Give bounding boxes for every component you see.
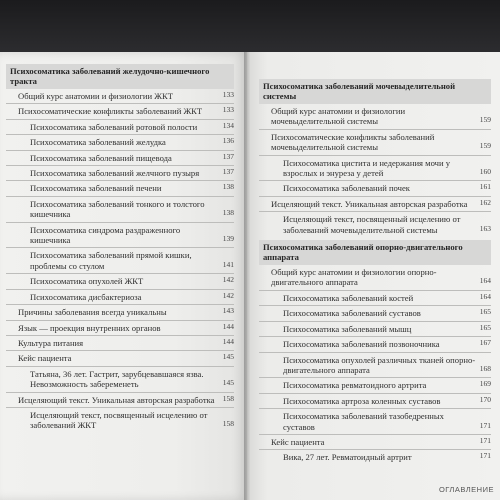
- toc-entry-title: Психосоматика цистита и недержания мочи у взрослых и энуреза у детей: [283, 157, 451, 179]
- toc-entry-page-number: 136: [222, 136, 234, 146]
- toc-entry-title: Психосоматика заболеваний ротовой полости: [30, 121, 198, 132]
- toc-entry-page-number: 145: [222, 378, 234, 388]
- entry-divider: [259, 290, 491, 291]
- toc-entry-page-number: 134: [222, 120, 234, 130]
- toc-entry-page-number: 164: [479, 276, 491, 286]
- toc-entry-title: Психосоматика заболеваний желчного пузыря: [30, 168, 200, 179]
- toc-entry: [6, 338, 234, 348]
- toc-entry-title: Причины заболевания всегда уникальны: [18, 307, 167, 318]
- toc-entry-page-number: 142: [222, 290, 234, 300]
- toc-entry: [6, 106, 234, 116]
- toc-entry-title: Психосоматические конфликты заболеваний мочевыделительной системы: [271, 131, 435, 153]
- toc-entry: [259, 183, 491, 193]
- toc-entry-page-number: 138: [222, 182, 234, 192]
- entry-divider: [6, 103, 234, 104]
- toc-entry-page-number: 170: [479, 394, 491, 404]
- toc-entry-page-number: 171: [479, 451, 491, 461]
- toc-entry-page-number: 158: [222, 393, 234, 403]
- toc-entry-page-number: 171: [479, 435, 491, 445]
- toc-entry: [6, 122, 234, 132]
- toc-entry: [259, 267, 491, 288]
- entry-divider: [6, 304, 234, 305]
- entry-divider: [6, 273, 234, 274]
- toc-entry-title: Татьяна, 36 лет. Гастрит, зарубцевавшаяся язва. Невозможность забеременеть: [30, 368, 204, 390]
- toc-entry-page-number: 171: [479, 420, 491, 430]
- section-title: Психосоматика заболеваний опорно-двигательного аппарата: [259, 240, 491, 265]
- toc-entry-title: Психосоматика заболеваний печени: [30, 183, 162, 194]
- toc-entry-title: Психосоматика заболеваний прямой кишки, проблемы со стулом: [30, 250, 192, 271]
- toc-entry: [6, 91, 234, 101]
- toc-entry-title: Общий курс анатомии и физиологии ЖКТ: [18, 91, 173, 101]
- toc-entry-page-number: 133: [222, 105, 234, 115]
- entry-divider: [259, 305, 491, 306]
- entry-divider: [6, 350, 234, 351]
- toc-entry: [259, 437, 491, 447]
- toc-entry-title: Психосоматика опухолей различных тканей опорно-двигательного аппарата: [283, 354, 476, 375]
- toc-entry: [6, 199, 234, 220]
- toc-entry: [259, 411, 491, 432]
- toc-entry-title: Исцеляющий текст, посвященный исцелению от заболеваний мочевыделительной системы: [283, 214, 461, 235]
- entry-divider: [259, 352, 491, 353]
- toc-entry-page-number: 141: [222, 259, 234, 269]
- toc-entry: [259, 199, 491, 209]
- entry-divider: [259, 408, 491, 409]
- toc-entry-title: Психосоматика дисбактериоза: [30, 291, 142, 302]
- entry-divider: [259, 377, 491, 378]
- toc-entry-page-number: 168: [479, 363, 491, 373]
- toc-entry-page-number: 138: [222, 208, 234, 218]
- right-page: [247, 52, 500, 500]
- toc-entry-title: Психосоматика заболеваний тонкого и толстого кишечника: [30, 198, 205, 220]
- toc-entry: [259, 158, 491, 179]
- toc-entry: [259, 132, 491, 153]
- toc-entry-title: Психосоматика опухолей ЖКТ: [30, 276, 144, 287]
- toc-entry: [6, 183, 234, 193]
- toc-entry-title: Психосоматика заболеваний костей: [283, 292, 414, 303]
- toc-entry-title: Язык — проекция внутренних органов: [18, 322, 161, 333]
- toc-entry-page-number: 137: [222, 151, 234, 161]
- right-toc-column: [259, 79, 491, 463]
- toc-entry-page-number: 167: [479, 338, 491, 348]
- toc-entry-title: Психосоматика заболеваний мышц: [283, 323, 412, 334]
- toc-entry: [6, 225, 234, 246]
- entry-divider: [6, 366, 234, 367]
- book-gutter: [244, 52, 250, 500]
- toc-entry-page-number: 137: [222, 167, 234, 177]
- toc-entry-title: Исцеляющий текст, посвященный исцелению от заболеваний ЖКТ: [30, 409, 208, 431]
- entry-divider: [259, 155, 491, 156]
- entry-divider: [259, 434, 491, 435]
- toc-entry-page-number: 163: [479, 223, 491, 233]
- toc-entry-page-number: 162: [479, 197, 491, 207]
- entry-divider: [6, 222, 234, 223]
- entry-divider: [259, 129, 491, 130]
- entry-divider: [6, 150, 234, 151]
- toc-entry-page-number: 158: [222, 419, 234, 429]
- toc-entry-title: Психосоматика заболеваний почек: [283, 183, 410, 194]
- toc-entry: [6, 168, 234, 178]
- toc-entry: [6, 323, 234, 333]
- entry-divider: [6, 165, 234, 166]
- toc-entry-title: Психосоматика ревматоидного артрита: [283, 380, 427, 391]
- toc-entry-title: Психосоматика заболеваний желудка: [30, 137, 166, 148]
- toc-entry: [6, 137, 234, 147]
- toc-entry-page-number: 165: [479, 307, 491, 317]
- toc-entry-title: Психосоматика синдрома раздраженного кишечника: [30, 224, 181, 246]
- section-title: Психосоматика заболеваний мочевыделительной системы: [259, 79, 491, 104]
- toc-entry-title: Психосоматика заболеваний тазобедренных суставов: [283, 411, 444, 432]
- toc-entry-title: Общий курс анатомии и физиологии опорно-двигательного аппарата: [271, 267, 437, 288]
- toc-entry-title: Психосоматика заболеваний позвоночника: [283, 339, 440, 350]
- toc-entry: [6, 410, 234, 431]
- toc-entry-page-number: 164: [479, 291, 491, 301]
- section-title-gi-tract: Психосоматика заболеваний желудочно-кишечного тракта: [6, 64, 234, 89]
- toc-entry: [259, 214, 491, 235]
- entry-divider: [6, 134, 234, 135]
- entry-divider: [6, 407, 234, 408]
- toc-entry: [6, 250, 234, 271]
- toc-entry-title: Психосоматика артроза коленных суставов: [283, 395, 441, 406]
- toc-entry-page-number: 144: [222, 336, 234, 346]
- toc-entry: [6, 395, 234, 405]
- toc-entry-title: Кейс пациента: [271, 436, 325, 447]
- toc-entry: [259, 380, 491, 390]
- toc-entry-page-number: 145: [222, 352, 234, 362]
- entry-divider: [259, 336, 491, 337]
- toc-entry: [6, 292, 234, 302]
- toc-entry-page-number: 165: [479, 322, 491, 332]
- entry-divider: [259, 321, 491, 322]
- toc-entry-page-number: 139: [222, 234, 234, 244]
- toc-entry-title: Кейс пациента: [18, 353, 72, 364]
- toc-entry: [6, 353, 234, 363]
- left-toc-column: [6, 64, 234, 431]
- toc-entry: [259, 293, 491, 303]
- toc-entry: [259, 452, 491, 462]
- toc-entry: [259, 106, 491, 127]
- entry-divider: [6, 392, 234, 393]
- toc-entry-page-number: 142: [222, 275, 234, 285]
- entry-divider: [6, 196, 234, 197]
- entry-divider: [259, 196, 491, 197]
- toc-entry-page-number: 169: [479, 379, 491, 389]
- toc-entry-title: Общий курс анатомии и физиологии мочевыделительной системы: [271, 106, 406, 127]
- entry-divider: [6, 335, 234, 336]
- toc-entry: [6, 369, 234, 390]
- left-page: [0, 52, 247, 500]
- toc-entry-page-number: 143: [222, 306, 234, 316]
- toc-entry-title: Культура питания: [18, 337, 84, 348]
- entry-divider: [6, 119, 234, 120]
- toc-entry-page-number: 133: [222, 90, 234, 99]
- toc-entry-page-number: 144: [222, 321, 234, 331]
- toc-entry-title: Исцеляющий текст. Уникальная авторская разработка: [271, 198, 468, 209]
- entry-divider: [6, 320, 234, 321]
- toc-entry: [259, 324, 491, 334]
- entry-divider: [6, 289, 234, 290]
- toc-entry-title: Вика, 27 лет. Ревматоидный артрит: [283, 452, 412, 463]
- toc-entry: [259, 308, 491, 318]
- toc-entry: [6, 276, 234, 286]
- entry-divider: [6, 247, 234, 248]
- entry-divider: [259, 211, 491, 212]
- toc-entry-title: Психосоматика заболеваний суставов: [283, 308, 421, 319]
- toc-entry-title: Психосоматика заболеваний пищевода: [30, 152, 172, 163]
- entry-divider: [6, 180, 234, 181]
- toc-entry-page-number: 159: [479, 115, 491, 125]
- footer-contents-label: ОГЛАВЛЕНИЕ: [438, 485, 494, 494]
- entry-divider: [259, 180, 491, 181]
- toc-entry-page-number: 160: [479, 167, 491, 177]
- toc-entry-page-number: 161: [479, 182, 491, 192]
- entry-divider: [259, 393, 491, 394]
- toc-entry: [259, 355, 491, 376]
- toc-entry: [259, 339, 491, 349]
- toc-entry: [6, 153, 234, 163]
- toc-entry-page-number: 159: [479, 141, 491, 151]
- toc-entry: [6, 307, 234, 317]
- background-dark-top: [0, 0, 500, 58]
- toc-entry: [259, 396, 491, 406]
- toc-entry-title: Исцеляющий текст. Уникальная авторская разработка: [18, 394, 215, 405]
- toc-entry-title: Психосоматические конфликты заболеваний ЖКТ: [18, 106, 203, 117]
- entry-divider: [259, 449, 491, 450]
